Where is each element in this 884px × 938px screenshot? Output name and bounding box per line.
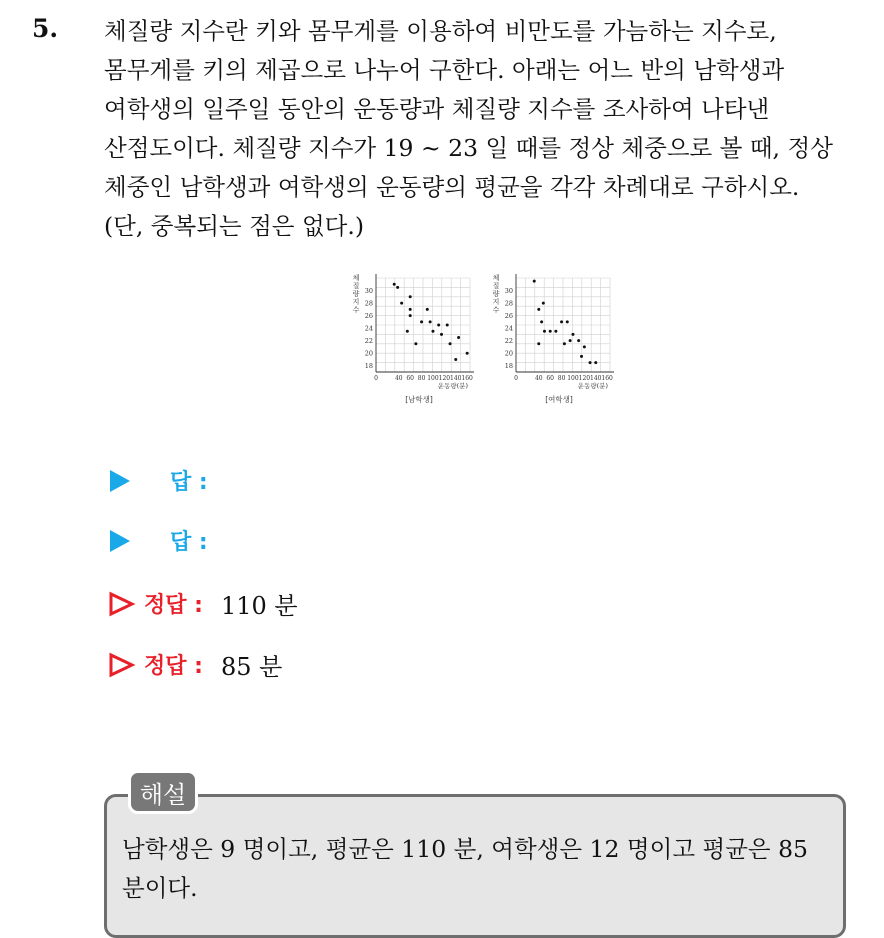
data-point xyxy=(409,308,412,311)
question-line: 산점도이다. 체질량 지수가 19 ~ 23 일 때를 정상 체중으로 볼 때, 정상 xyxy=(104,134,833,162)
data-point xyxy=(577,339,580,342)
data-point xyxy=(457,336,460,339)
chart-title: [남학생] xyxy=(405,395,433,404)
x-tick-label: 100 xyxy=(567,375,579,382)
data-point xyxy=(560,320,563,323)
answer-row-1 xyxy=(108,465,208,496)
scatter-charts xyxy=(348,268,618,414)
x-axis-label: 운동량(분) xyxy=(577,382,608,390)
outline-arrow-icon xyxy=(108,652,136,678)
data-point xyxy=(446,324,449,327)
question-line: 몸무게를 키의 제곱으로 나누어 구한다. 아래는 어느 반의 남학생과 xyxy=(104,56,785,84)
answer-row-2 xyxy=(108,525,208,556)
data-point xyxy=(454,358,457,361)
data-point xyxy=(533,280,536,283)
data-point xyxy=(583,345,586,348)
x-tick-label: 140 xyxy=(450,375,462,382)
correct-label: 정답 : xyxy=(144,593,203,618)
correct-value: 110 분 xyxy=(220,592,298,620)
x-tick-label: 0 xyxy=(374,375,378,382)
x-tick-label: 100 xyxy=(427,375,439,382)
question-line: (단, 중복되는 점은 없다.) xyxy=(104,212,364,240)
solution-text xyxy=(122,830,832,908)
data-point xyxy=(549,330,552,333)
y-tick-label: 24 xyxy=(504,324,513,333)
x-tick-label: 120 xyxy=(438,375,451,382)
question-text xyxy=(104,12,874,246)
data-point xyxy=(537,308,540,311)
data-point xyxy=(543,330,546,333)
y-tick-label: 22 xyxy=(364,337,373,346)
y-axis-label-char: 질 xyxy=(352,282,360,290)
x-tick-label: 160 xyxy=(601,375,613,382)
y-tick-label: 20 xyxy=(504,349,513,358)
data-point xyxy=(566,320,569,323)
data-point xyxy=(537,342,540,345)
y-tick-label: 24 xyxy=(364,324,373,333)
y-tick-label: 18 xyxy=(364,362,373,371)
answer-label: 답 : xyxy=(170,530,208,555)
correct-row-1 xyxy=(108,586,298,621)
correct-label: 정답 : xyxy=(144,654,203,679)
y-axis-label-char: 량 xyxy=(492,290,500,298)
data-point xyxy=(554,330,557,333)
x-tick-label: 0 xyxy=(514,375,518,382)
y-axis-label-char: 수 xyxy=(492,306,500,314)
answer-label: 답 : xyxy=(170,470,208,495)
x-tick-label: 120 xyxy=(578,375,591,382)
data-point xyxy=(426,308,429,311)
y-axis-label-char: 질 xyxy=(492,282,500,290)
data-point xyxy=(431,330,434,333)
y-tick-label: 26 xyxy=(504,312,513,321)
x-tick-label: 40 xyxy=(534,375,543,382)
x-tick-label: 80 xyxy=(557,375,566,382)
y-axis-label-char: 량 xyxy=(352,290,360,298)
data-point xyxy=(569,339,572,342)
data-point xyxy=(594,361,597,364)
data-point xyxy=(400,302,403,305)
data-point xyxy=(542,302,545,305)
correct-row-2 xyxy=(108,647,282,682)
x-tick-label: 60 xyxy=(406,375,415,382)
solution-tag: 해설 xyxy=(128,770,198,814)
data-point xyxy=(420,320,423,323)
data-point xyxy=(571,333,574,336)
data-point xyxy=(393,283,396,286)
data-point xyxy=(440,333,443,336)
correct-value: 85 분 xyxy=(220,653,283,681)
y-tick-label: 30 xyxy=(504,287,513,296)
y-tick-label: 28 xyxy=(364,299,373,308)
data-point xyxy=(449,342,452,345)
scatter-charts-svg xyxy=(348,268,618,414)
data-point xyxy=(589,361,592,364)
data-point xyxy=(396,286,399,289)
x-axis-label: 운동량(분) xyxy=(437,382,468,390)
data-point xyxy=(409,314,412,317)
play-arrow-icon xyxy=(110,530,130,552)
play-arrow-icon xyxy=(110,470,130,492)
data-point xyxy=(580,355,583,358)
y-axis-label-char: 지 xyxy=(352,298,360,306)
x-tick-label: 60 xyxy=(546,375,555,382)
question-number: 5. xyxy=(32,14,59,43)
data-point xyxy=(406,330,409,333)
chart-title: [여학생] xyxy=(545,395,573,404)
y-axis-label-char: 체 xyxy=(492,274,500,282)
y-axis-label-char: 수 xyxy=(352,306,360,314)
x-tick-label: 140 xyxy=(590,375,602,382)
question-line: 체중인 남학생과 여학생의 운동량의 평균을 각각 차례대로 구하시오. xyxy=(104,173,800,201)
data-point xyxy=(409,295,412,298)
x-tick-label: 40 xyxy=(394,375,403,382)
data-point xyxy=(437,324,440,327)
data-point xyxy=(429,320,432,323)
outline-arrow-icon xyxy=(108,591,136,617)
question-line: 여학생의 일주일 동안의 운동량과 체질량 지수를 조사하여 나타낸 xyxy=(104,95,770,123)
y-axis-label-char: 지 xyxy=(492,298,500,306)
data-point xyxy=(466,352,469,355)
y-axis-label-char: 체 xyxy=(352,274,360,282)
y-tick-label: 26 xyxy=(364,312,373,321)
data-point xyxy=(540,320,543,323)
y-tick-label: 18 xyxy=(504,362,513,371)
x-tick-label: 80 xyxy=(417,375,426,382)
question-line: 체질량 지수란 키와 몸무게를 이용하여 비만도를 가늠하는 지수로, xyxy=(104,17,777,45)
solution-line: 남학생은 9 명이고, 평균은 110 분, 여학생은 12 명이고 평균은 85 xyxy=(122,835,808,863)
data-point xyxy=(414,342,417,345)
y-tick-label: 28 xyxy=(504,299,513,308)
y-tick-label: 30 xyxy=(364,287,373,296)
y-tick-label: 20 xyxy=(364,349,373,358)
data-point xyxy=(563,342,566,345)
x-tick-label: 160 xyxy=(461,375,473,382)
y-tick-label: 22 xyxy=(504,337,513,346)
solution-line: 분이다. xyxy=(122,874,198,902)
